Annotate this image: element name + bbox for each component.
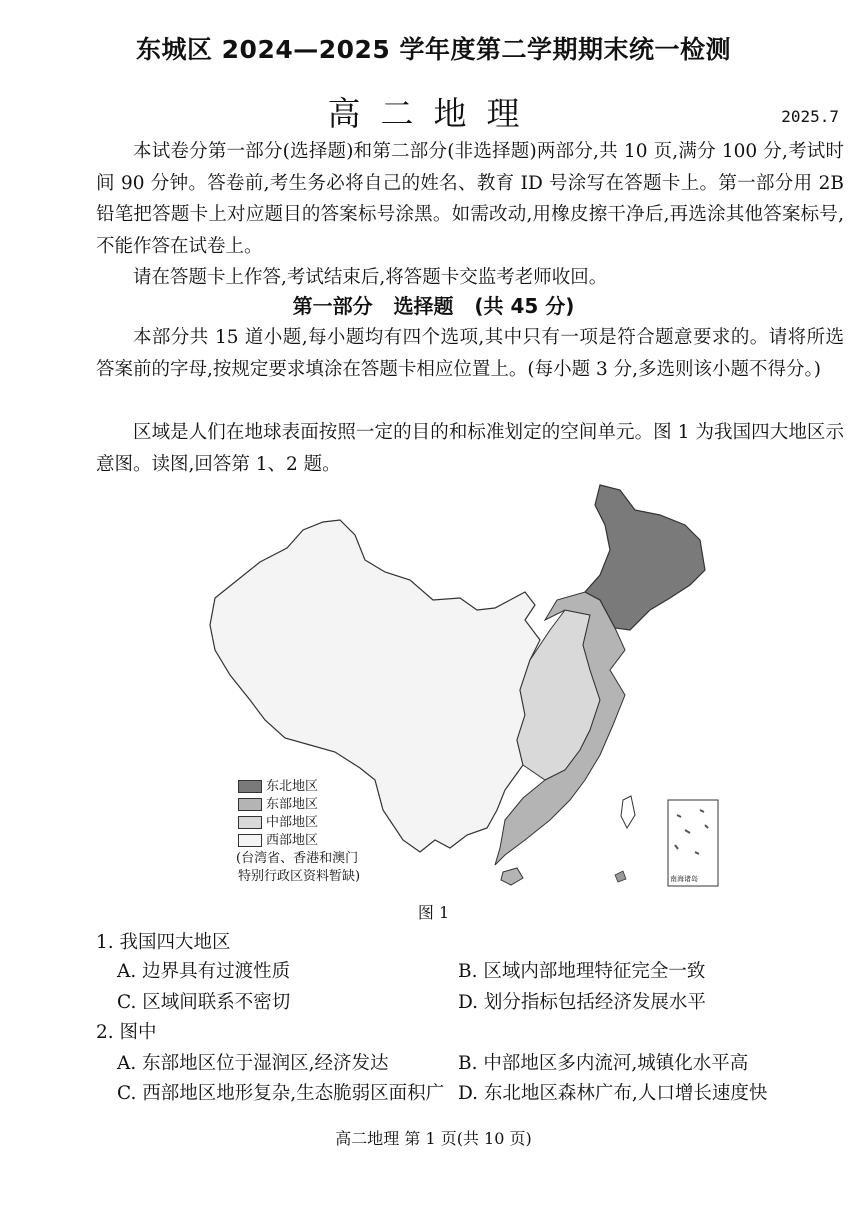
legend-item-northeast: 东北地区 xyxy=(238,778,360,796)
exam-date: 2025.7 xyxy=(781,107,839,126)
legend-swatch xyxy=(238,816,262,829)
south-china-sea-inset xyxy=(668,800,718,886)
question-1-stem: 1. 我国四大地区 xyxy=(96,932,231,953)
legend-note-line1: (台湾省、香港和澳门 xyxy=(236,851,359,866)
section-heading: 第一部分 选择题 (共 45 分) xyxy=(292,294,575,318)
legend-swatch xyxy=(238,834,262,847)
page-footer: 高二地理 第 1 页(共 10 页) xyxy=(335,1129,532,1148)
question-1-option-c: C. 区域间联系不密切 xyxy=(117,992,291,1013)
map-legend xyxy=(238,778,360,886)
legend-swatch xyxy=(238,780,262,793)
subject-title: 高二地理 xyxy=(327,94,540,133)
legend-item-east: 东部地区 xyxy=(238,796,360,814)
inset-label: 南海诸岛 xyxy=(670,875,698,883)
exam-title: 东城区 2024—2025 学年度第二学期期末统一检测 xyxy=(135,35,732,64)
instructions-paragraph-2: 请在答题卡上作答,考试结束后,将答题卡交监考老师收回。 xyxy=(133,267,608,288)
question-2-stem: 2. 图中 xyxy=(96,1022,157,1043)
question-1-option-b: B. 区域内部地理特征完全一致 xyxy=(458,961,706,982)
figure-caption: 图 1 xyxy=(417,903,450,922)
section-intro: 本部分共 15 道小题,每小题均有四个选项,其中只有一项是符合题意要求的。请将所选答案前的字母,按规定要求填涂在答题卡相应位置上。(每小题 3 分,多选则该小题不得分。) xyxy=(96,327,844,380)
hainan-island xyxy=(501,868,523,885)
legend-swatch xyxy=(238,798,262,811)
question-1-option-d: D. 划分指标包括经济发展水平 xyxy=(458,992,706,1013)
legend-note-line2: 特别行政区资料暂缺) xyxy=(238,869,361,884)
instructions-paragraph-1: 本试卷分第一部分(选择题)和第二部分(非选择题)两部分,共 10 页,满分 100 分,考试时间 90 分钟。答卷前,考生务必将自己的姓名、教育 ID 号涂写在答题卡上。第一部分用 2B 铅笔把答题卡上对应题目的答案标号涂黑。如需改动,用橡皮擦干净后,再选涂其他答案标号,不能作答在试卷上。 xyxy=(96,141,844,257)
question-stem-intro: 区域是人们在地球表面按照一定的目的和标准划定的空间单元。图 1 为我国四大地区示意图。读图,回答第 1、2 题。 xyxy=(96,422,844,475)
question-2-option-d: D. 东北地区森林广布,人口增长速度快 xyxy=(458,1083,768,1104)
question-1-option-a: A. 边界具有过渡性质 xyxy=(117,961,291,982)
question-2-option-a: A. 东部地区位于湿润区,经济发达 xyxy=(117,1053,389,1074)
question-2-option-b: B. 中部地区多内流河,城镇化水平高 xyxy=(458,1053,749,1074)
taiwan-island xyxy=(621,796,635,828)
legend-item-central: 中部地区 xyxy=(238,814,360,832)
legend-item-west: 西部地区 xyxy=(238,832,360,850)
question-2-option-c: C. 西部地区地形复杂,生态脆弱区面积广 xyxy=(117,1083,445,1104)
